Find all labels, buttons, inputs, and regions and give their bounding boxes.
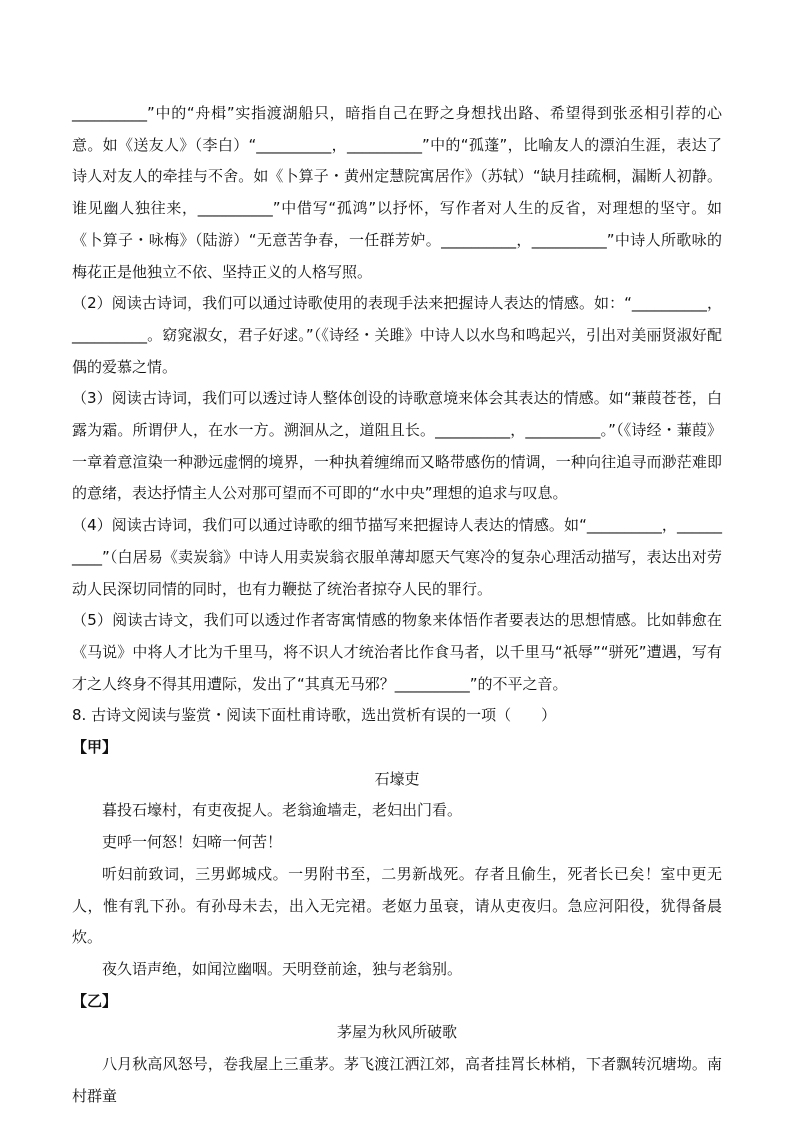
poem-title-shihaoli: 石壕吏: [374, 769, 420, 788]
paragraph-question-3: （3）阅读古诗词，我们可以透过诗人整体创设的诗歌意境来体会其表达的情感。如“蒹葭苍苍，白露为霜。所谓伊人，在水一方。溯洄从之，道阻且长。__________，__________。”（《诗经・蒹葭》一章着意渲染一种渺远虚惘的境界，一种执着缠绵而又略带感伤的情调，一种向往追寻而渺茫难即的意绪，表达抒情主人公对那可望而不可即的“水中央”理想的追求与叹息。: [72, 389, 722, 503]
poem-title-maowu: 茅屋为秋风所破歌: [336, 1023, 457, 1042]
poem-line: 夜久语声绝，如闻泣幽咽。天明登前途，独与老翁别。: [102, 959, 463, 978]
paragraph-poem-emotions: __________”中的“舟楫”实指渡湖船只，暗指自己在野之身想找出路、希望得到张丞相引荐的心意。如《送友人》（李白）“__________，__________”中的“孤蓬”，比喻友人的漂泊生涯，表达了诗人对友人的牵挂与不舍。如《卜算子・黄州定慧院寓居作》（苏轼）“缺月挂疏桐，漏断人初静。谁见幽人独往来，__________”中借写“孤鸿”以抒怀，写作者对人生的反省，对理想的坚守。如《卜算子・咏梅》（陆游）“无意苦争春，一任群芳妒。__________，__________”中诗人所歌咏的梅花正是他独立不依、坚持正义的人格写照。: [72, 104, 722, 281]
paragraph-question-4: （4）阅读古诗词，我们可以通过诗歌的细节描写来把握诗人表达的情感。如“__________，__________”（白居易《卖炭翁》中诗人用卖炭翁衣服单薄却愿天气寒冷的复杂心理活动描写，表达出对劳动人民深切同情的同时，也有力鞭挞了统治者掠夺人民的罪行。: [72, 516, 722, 598]
poem-line: 暮投石壕村，有吏夜捉人。老翁逾墙走，老妇出门看。: [102, 801, 463, 820]
poem-line: 吏呼一何怒！妇啼一何苦！: [102, 833, 283, 852]
paragraph-question-5: （5）阅读古诗文，我们可以透过作者寄寓情感的物象来体悟作者要表达的思想情感。比如韩愈在《马说》中将人才比为千里马，将不识人才统治者比作食马者，以千里马“祇辱”“骈死”遭遇，写有才之人终身不得其用遭际，发出了“其真无马邪？__________”的不平之音。: [72, 611, 722, 693]
poem-line: 八月秋高风怒号，卷我屋上三重茅。茅飞渡江洒江郊，高者挂罥长林梢，下者飘转沉塘坳。南村群童: [72, 1055, 722, 1105]
section-yi-label: 【乙】: [72, 991, 118, 1010]
paragraph-question-2: （2）阅读古诗词，我们可以通过诗歌使用的表现手法来把握诗人表达的情感。如：“__________，__________。窈窕淑女，君子好逑。”（《诗经・关雎》中诗人以水鸟和鸣起兴，引出对美丽贤淑好配偶的爱慕之情。: [72, 294, 722, 376]
question-8-heading: 8. 古诗文阅读与鉴赏・阅读下面杜甫诗歌，选出赏析有误的一项（ ）: [72, 706, 557, 725]
document-body: [72, 98, 722, 1113]
poem-line: 听妇前致词，三男邺城戍。一男附书至，二男新战死。存者且偷生，死者长已矣！室中更无人，惟有乳下孙。有孙母未去，出入无完裙。老妪力虽衰，请从吏夜归。急应河阳役，犹得备晨炊。: [72, 864, 722, 947]
section-jia-label: 【甲】: [72, 738, 118, 757]
